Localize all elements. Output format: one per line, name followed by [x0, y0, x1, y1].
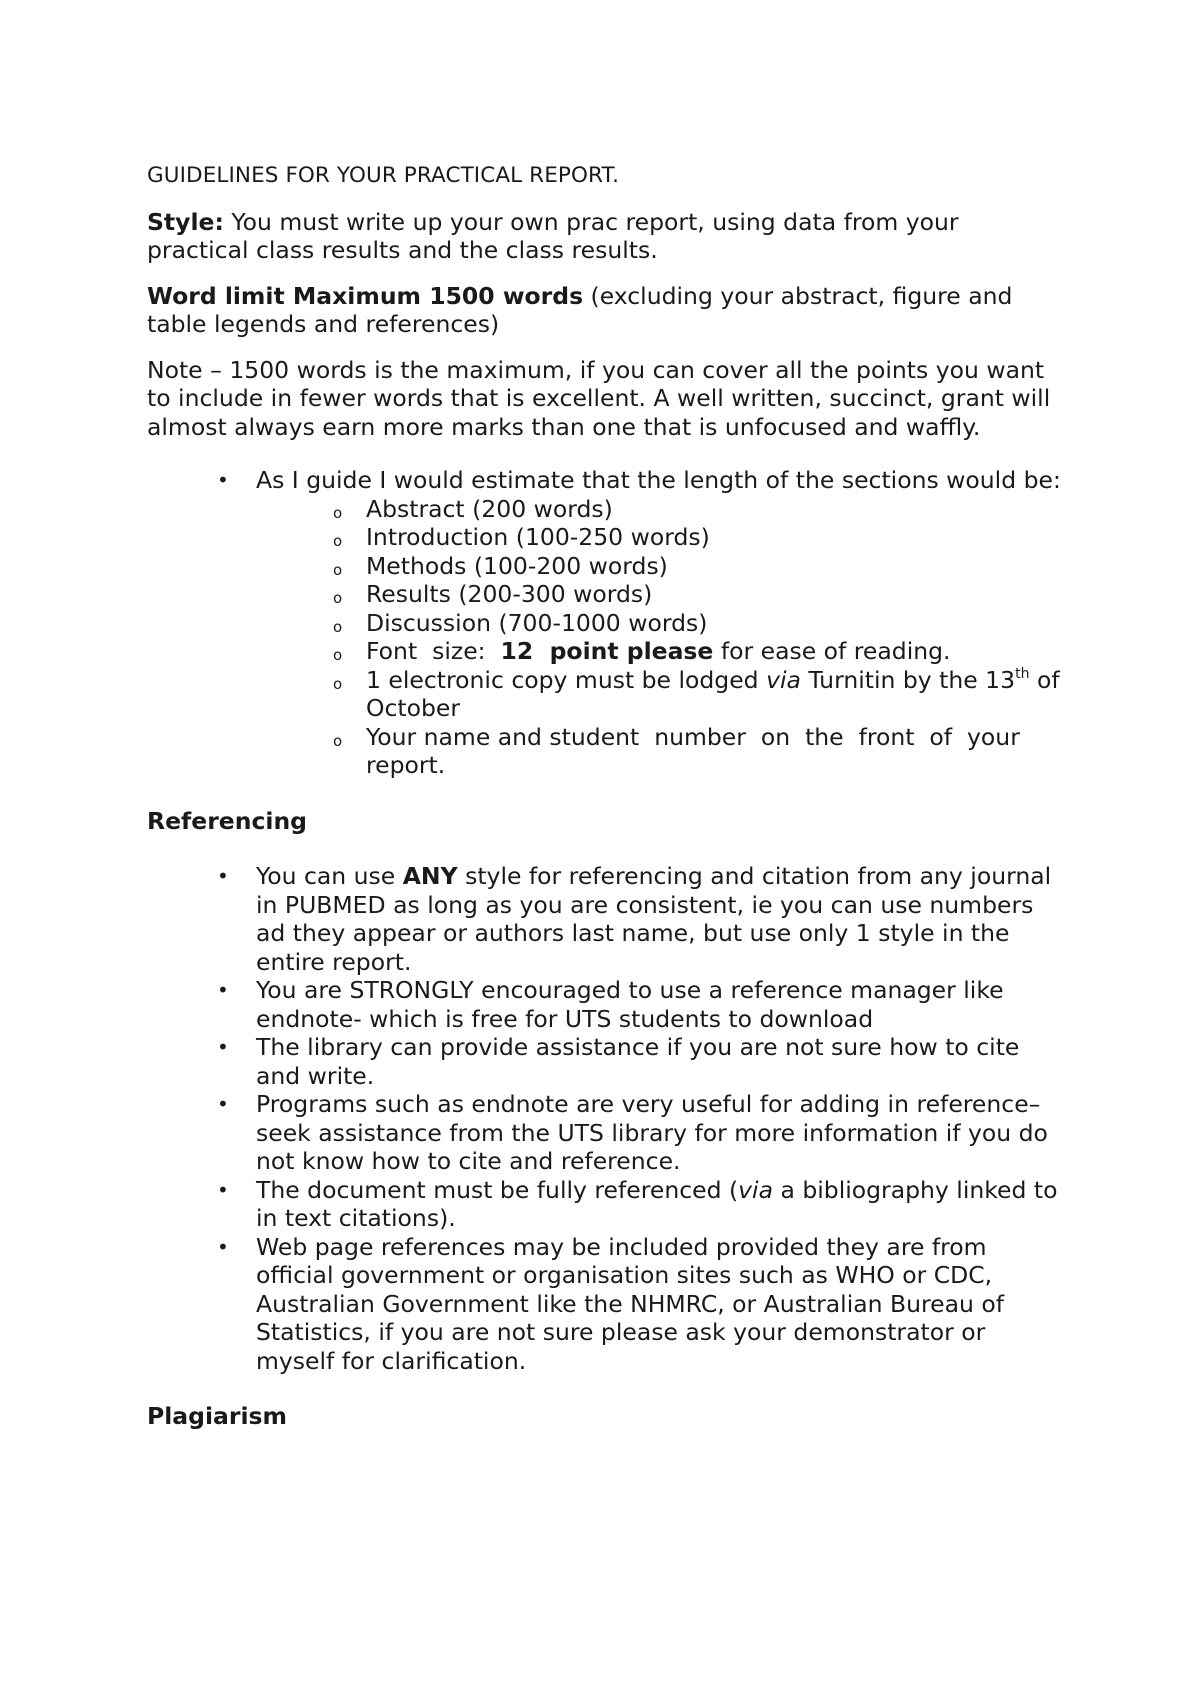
word-limit-text: (excluding your abstract, figure and table legends and references) — [147, 281, 1013, 338]
ref-any-prefix: You can use — [256, 862, 403, 890]
guide-list — [147, 466, 1062, 780]
list-item: o Discussion (700-1000 words) — [366, 609, 1062, 638]
style-paragraph — [147, 208, 1062, 265]
ref-doc-via: via — [738, 1175, 773, 1204]
section-length-list — [256, 495, 1062, 780]
ref-any-bold: ANY — [402, 862, 458, 890]
font-size-prefix: Font size: — [366, 637, 501, 665]
list-item — [256, 862, 1062, 976]
ref-doc-suffix: a bibliography linked to in text citations). — [256, 1175, 1058, 1232]
list-item: o Methods (100-200 words) — [366, 552, 1062, 581]
list-item: • You are STRONGLY encouraged to use a reference manager like endnote- which is free for UTS students to download — [256, 976, 1062, 1033]
guide-intro: As I guide I would estimate that the length of the sections would be: — [256, 466, 1061, 494]
list-item — [366, 666, 1062, 723]
note-paragraph: Note – 1500 words is the maximum, if you can cover all the points you want to include in fewer words that is excellent. A well written, succinct, grant will almost always earn more marks than one that is unfocused and waffly. — [147, 355, 1051, 441]
word-limit-label: Word limit Maximum 1500 words — [147, 281, 584, 310]
list-item: • Programs such as endnote are very useful for adding in reference– seek assistance from the UTS library for more information if you do not know how to cite and reference. — [256, 1090, 1062, 1176]
copy-via: via — [766, 665, 801, 694]
list-item: o Abstract (200 words) — [366, 495, 1062, 524]
referencing-list — [147, 862, 1062, 1375]
document-page — [147, 162, 1062, 1431]
list-item — [256, 1176, 1062, 1233]
word-limit-paragraph — [147, 282, 1062, 339]
font-size-bold: 12 point please — [500, 637, 714, 665]
list-item — [366, 637, 1062, 666]
copy-sup: th — [1015, 665, 1030, 682]
ref-any-suffix: style for referencing and citation from any journal in PUBMED as long as you are consistent, ie you can use numbers ad they appear or authors last name, but use only 1 style in the entire report. — [256, 862, 1052, 976]
style-label: Style: — [147, 207, 224, 236]
list-item: • The library can provide assistance if you are not sure how to cite and write. — [256, 1033, 1062, 1090]
copy-suffix: of October — [366, 665, 1060, 722]
list-item: o Your name and student number on the front of your report. — [366, 723, 1062, 780]
copy-prefix: 1 electronic copy must be lodged — [366, 665, 767, 694]
list-item: o Introduction (100-250 words) — [366, 523, 1062, 552]
style-text: You must write up your own prac report, using data from your practical class results and the class results. — [147, 207, 959, 264]
font-size-suffix: for ease of reading. — [713, 637, 951, 665]
ref-doc-prefix: The document must be fully referenced ( — [256, 1175, 739, 1204]
document-title: GUIDELINES FOR YOUR PRACTICAL REPORT. — [147, 163, 620, 188]
list-item: • Web page references may be included provided they are from official government or organisation sites such as WHO or CDC, Australian Government like the NHMRC, or Australian Bureau of Statistics, if you are not sure please ask your demonstrator or myself for clarification. — [256, 1233, 1062, 1376]
list-item — [256, 466, 1062, 780]
plagiarism-heading: Plagiarism — [147, 1402, 287, 1430]
list-item: o Results (200-300 words) — [366, 580, 1062, 609]
referencing-heading: Referencing — [147, 806, 307, 835]
copy-middle: Turnitin by the 13 — [800, 665, 1016, 694]
